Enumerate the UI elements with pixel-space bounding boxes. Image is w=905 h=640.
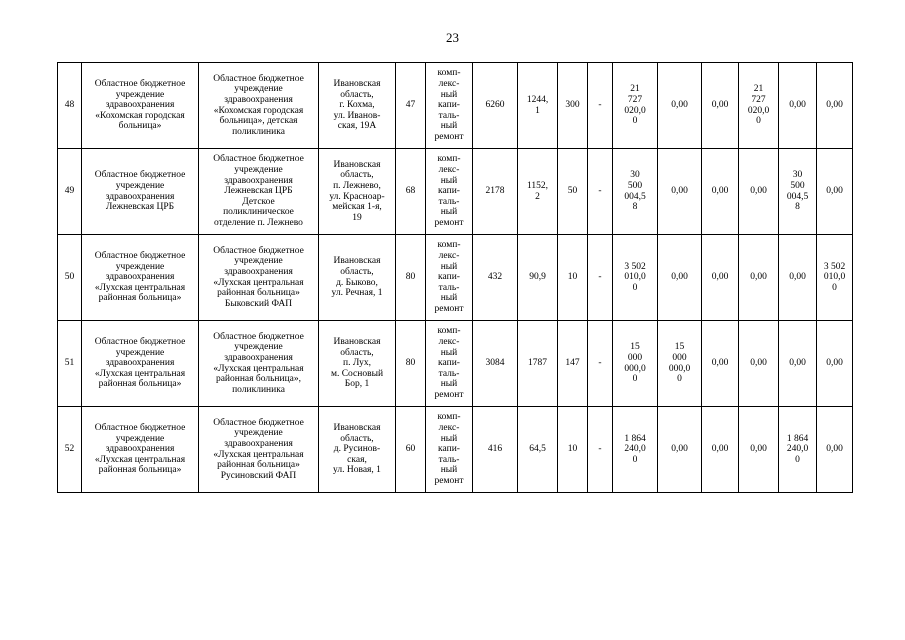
cost-year-5: 0,00	[817, 407, 853, 493]
dash-value: -	[588, 407, 613, 493]
year-built: 68	[396, 149, 426, 235]
cost-year-2: 0,00	[702, 321, 739, 407]
row-number: 50	[58, 235, 82, 321]
work-type: комп- лекс- ный капи- таль- ный ремонт	[426, 149, 473, 235]
cost-year-3: 0,00	[739, 235, 779, 321]
dash-value: -	[588, 321, 613, 407]
capacity-value: 147	[558, 321, 588, 407]
cost-year-5: 3 502 010,0 0	[817, 235, 853, 321]
cost-year-2: 0,00	[702, 407, 739, 493]
owner-institution: Областное бюджетное учреждение здравоохранения «Лухская центральная районная больница»	[82, 407, 199, 493]
cost-year-1: 0,00	[658, 149, 702, 235]
floor-area-value: 64,5	[518, 407, 558, 493]
cost-year-1: 15 000 000,0 0	[658, 321, 702, 407]
cost-year-4: 0,00	[779, 321, 817, 407]
work-type: комп- лекс- ный капи- таль- ный ремонт	[426, 321, 473, 407]
area-value: 2178	[473, 149, 518, 235]
dash-value: -	[588, 63, 613, 149]
owner-institution: Областное бюджетное учреждение здравоохранения «Лухская центральная районная больница»	[82, 235, 199, 321]
owner-institution: Областное бюджетное учреждение здравоохранения «Кохомская городская больница»	[82, 63, 199, 149]
capacity-value: 300	[558, 63, 588, 149]
area-value: 416	[473, 407, 518, 493]
cost-year-2: 0,00	[702, 63, 739, 149]
work-type: комп- лекс- ный капи- таль- ный ремонт	[426, 235, 473, 321]
total-cost: 30 500 004,5 8	[613, 149, 658, 235]
object-name: Областное бюджетное учреждение здравоохранения «Лухская центральная районная больница» Русиновский ФАП	[199, 407, 319, 493]
dash-value: -	[588, 235, 613, 321]
object-name: Областное бюджетное учреждение здравоохранения «Кохомская городская больница», детская поликлиника	[199, 63, 319, 149]
table-row	[58, 407, 853, 493]
object-address: Ивановская область, г. Кохма, ул. Иванов- ская, 19А	[319, 63, 396, 149]
owner-institution: Областное бюджетное учреждение здравоохранения Лежневская ЦРБ	[82, 149, 199, 235]
dash-value: -	[588, 149, 613, 235]
year-built: 80	[396, 321, 426, 407]
row-number: 49	[58, 149, 82, 235]
object-name: Областное бюджетное учреждение здравоохранения Лежневская ЦРБ Детское поликлиническое отделение п. Лежнево	[199, 149, 319, 235]
capacity-value: 10	[558, 235, 588, 321]
capacity-value: 10	[558, 407, 588, 493]
cost-year-5: 0,00	[817, 149, 853, 235]
cost-year-5: 0,00	[817, 321, 853, 407]
owner-institution: Областное бюджетное учреждение здравоохранения «Лухская центральная районная больница»	[82, 321, 199, 407]
table-row	[58, 235, 853, 321]
area-value: 6260	[473, 63, 518, 149]
table-row	[58, 321, 853, 407]
work-type: комп- лекс- ный капи- таль- ный ремонт	[426, 407, 473, 493]
year-built: 47	[396, 63, 426, 149]
total-cost: 1 864 240,0 0	[613, 407, 658, 493]
table-row	[58, 149, 853, 235]
repair-register-table	[57, 62, 853, 493]
object-name: Областное бюджетное учреждение здравоохранения «Лухская центральная районная больница» Быковский ФАП	[199, 235, 319, 321]
floor-area-value: 1244, 1	[518, 63, 558, 149]
work-type: комп- лекс- ный капи- таль- ный ремонт	[426, 63, 473, 149]
cost-year-4: 1 864 240,0 0	[779, 407, 817, 493]
total-cost: 3 502 010,0 0	[613, 235, 658, 321]
cost-year-1: 0,00	[658, 235, 702, 321]
year-built: 80	[396, 235, 426, 321]
total-cost: 21 727 020,0 0	[613, 63, 658, 149]
cost-year-3: 0,00	[739, 321, 779, 407]
cost-year-3: 0,00	[739, 407, 779, 493]
area-value: 432	[473, 235, 518, 321]
capacity-value: 50	[558, 149, 588, 235]
year-built: 60	[396, 407, 426, 493]
page-number: 23	[446, 30, 459, 45]
cost-year-3: 0,00	[739, 149, 779, 235]
object-address: Ивановская область, п. Лух, м. Сосновый Бор, 1	[319, 321, 396, 407]
total-cost: 15 000 000,0 0	[613, 321, 658, 407]
floor-area-value: 1152, 2	[518, 149, 558, 235]
cost-year-1: 0,00	[658, 63, 702, 149]
cost-year-1: 0,00	[658, 407, 702, 493]
row-number: 52	[58, 407, 82, 493]
cost-year-5: 0,00	[817, 63, 853, 149]
floor-area-value: 90,9	[518, 235, 558, 321]
area-value: 3084	[473, 321, 518, 407]
object-address: Ивановская область, д. Быково, ул. Речная, 1	[319, 235, 396, 321]
cost-year-2: 0,00	[702, 149, 739, 235]
row-number: 51	[58, 321, 82, 407]
cost-year-4: 30 500 004,5 8	[779, 149, 817, 235]
row-number: 48	[58, 63, 82, 149]
floor-area-value: 1787	[518, 321, 558, 407]
cost-year-4: 0,00	[779, 63, 817, 149]
table-row	[58, 63, 853, 149]
object-address: Ивановская область, д. Русинов- ская, ул. Новая, 1	[319, 407, 396, 493]
cost-year-3: 21 727 020,0 0	[739, 63, 779, 149]
object-address: Ивановская область, п. Лежнево, ул. Красноар- мейская 1-я, 19	[319, 149, 396, 235]
cost-year-2: 0,00	[702, 235, 739, 321]
cost-year-4: 0,00	[779, 235, 817, 321]
table-body	[58, 63, 853, 493]
object-name: Областное бюджетное учреждение здравоохранения «Лухская центральная районная больница», поликлиника	[199, 321, 319, 407]
